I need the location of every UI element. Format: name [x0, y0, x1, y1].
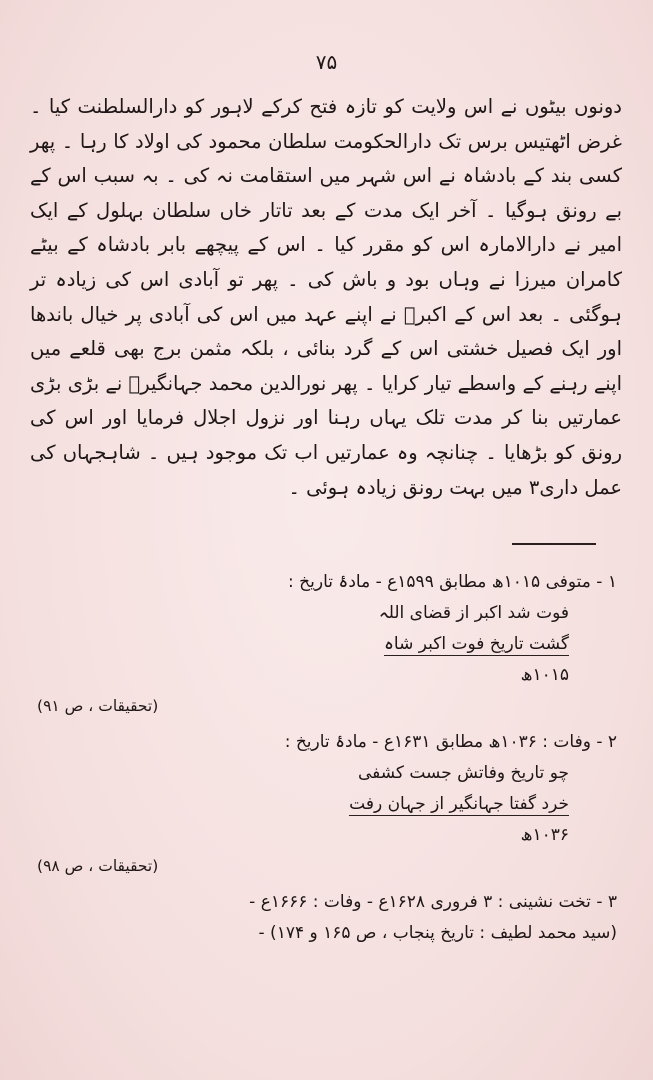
- footnote-2-verse-2: [37, 789, 617, 820]
- footnote-separator: [512, 543, 596, 545]
- footnote-2-verse-1: چو تاریخ وفاتش جست کشفی: [357, 763, 569, 783]
- footnote-3-line-1: ۳ - تخت نشینی : ۳ فروری ۱۶۲۸ع - وفات : ۱۶۶۶ع -: [249, 892, 617, 912]
- footnote-1-year: ۱۰۱۵ھ: [520, 665, 569, 685]
- footnote-1-verse-2-text: گشت تاریخ فوت اکبر شاہ: [383, 634, 569, 654]
- footnote-3-line-2: (سید محمد لطیف : تاریخ پنجاب ، ص ۱۶۵ و ۱۷۴) -: [258, 923, 617, 943]
- footnote-2-header: ۲ - وفات : ۱۰۳۶ھ مطابق ۱۶۳۱ع - مادۂ تاریخ :: [284, 732, 617, 752]
- footnote-2: [37, 727, 617, 882]
- footnote-1-verse-2: [37, 629, 617, 660]
- footnote-2-verse-2-text: خرد گفتا جہانگیر از جہان رفت: [349, 794, 569, 814]
- page-number: ۷۵: [315, 50, 338, 74]
- footnote-2-citation: (تحقیقات ، ص ۹۸): [37, 857, 159, 875]
- footnote-1-citation: (تحقیقات ، ص ۹۱): [37, 697, 159, 715]
- footnote-1: [37, 567, 617, 722]
- body-paragraph: دونوں بیٹوں نے اس ولایت کو تازہ فتح کرکے لاہور کو دارالسلطنت کیا ۔ غرض اٹھتیس برس تک دارالحکومت سلطان محمود کی اولاد کا رہا ۔ پھر کسی بند کے بادشاہ نے اس شہر میں استقامت نہ کی ۔ بہ سبب اس کے بے رونق ہوگیا ۔ آخر ایک مدت کے بعد تاتار خاں سلطان بہلول کے ایک امیر نے دارالامارہ اس کو مقرر کیا ۔ اس کے پیچھے بابر بادشاہ کے بیٹے کامران میرزا نے وہاں بود و باش کی ۔ پھر تو آبادی اس کی زیادہ تر ہوگئی ۔ بعد اس کے اکبرؒ نے اپنے عہد میں اس کی آبادی پر خیال باندھا اور ایک فصیل خشتی اس کے گرد بنائی ، بلکہ مثمن برج بھی قلعے میں اپنے رہنے کے واسطے تیار کرایا ۔ پھر نورالدین محمد جہانگیرؒ نے بڑی بڑی عمارتیں بنا کر مدت تلک یہاں رہنا اور نزول اجلال فرمایا اور اس کی رونق کو بڑھایا ۔ چنانچہ وہ عمارتیں اب تک موجود ہیں ۔ شاہجہاں کی عمل داری۳ میں بہت رونق زیادہ ہوئی ۔: [30, 95, 622, 499]
- footnote-1-header: ۱ - متوفی ۱۰۱۵ھ مطابق ۱۵۹۹ع - مادۂ تاریخ :: [288, 572, 617, 592]
- footnote-2-year: ۱۰۳۶ھ: [520, 825, 569, 845]
- footnote-1-verse-1: فوت شد اکبر از قضای اللہ: [378, 603, 569, 623]
- footnote-3: [37, 887, 617, 949]
